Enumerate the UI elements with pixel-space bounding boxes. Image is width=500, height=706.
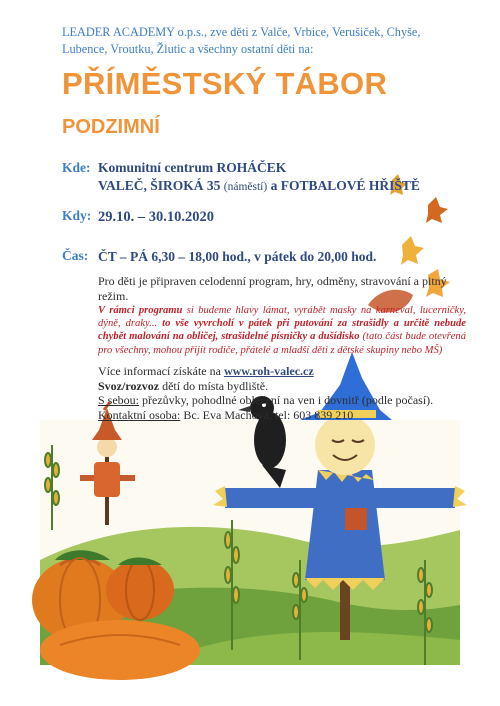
place-value [98,159,420,196]
time-value: ČT – PÁ 6,30 – 18,00 hod., v pátek do 20,00 hod. [98,249,377,264]
program-bold-a: V rámci programu [98,305,183,316]
contact-text: Bc. Eva Machová, tel: 603 839 210 [183,407,354,422]
date-label: Kdy: [62,208,92,223]
date-value: 29.10. – 30.10.2020 [98,209,214,225]
pumpkin-icon [40,620,200,680]
leaf-icon [401,236,424,265]
page-subtitle: PODZIMNÍ [62,116,160,138]
page-title: PŘÍMĚSTSKÝ TÁBOR [62,66,388,101]
place-line2-b: (náměstí) [223,181,268,193]
program-bold-b: to vše vyvrcholí v pátek při putování za strašidly a určitě nebude chybět malování na obličej, strašidelné písničky a dušídisko [98,318,466,343]
bring-label: S sebou: [98,393,140,407]
leaf-icon [426,197,448,223]
transport-label: Svoz/rozvoz [98,378,160,393]
program-text-a: si budeme hlavy lámat, vyrábět masky na karneval, lucerničky, dýně, draky... [98,305,467,330]
description: Pro děti je připraven celodenní program, hry, odměny, stravování a pitný režim. [98,274,447,303]
place-line2-c: a FOTBALOVÉ HŘIŠTĚ [270,178,420,193]
program-text [98,304,466,357]
info-block [98,364,478,422]
program-text-b: (tato část bude otevřená pro všechny, mohou přijít rodiče, přátelé a mladší děti z dětské skupiny nebo MŠ) [98,331,466,356]
time-label: Čas: [62,248,89,263]
bring-text: přezůvky, pohodlné oblečení na ven i dovnitř (podle počasí). [142,393,434,407]
website-link[interactable]: www.roh-valec.cz [223,364,314,378]
place-line1: Komunitní centrum ROHÁČEK [98,160,287,175]
place-label: Kde: [62,160,91,175]
place-line2-a: VALEČ, ŠIROKÁ 35 [98,178,221,193]
contact-label: Kontaktní osoba: [98,407,181,422]
web-label: Více informací získáte na [98,364,221,378]
transport-text: dětí do místa bydliště. [162,378,269,393]
intro-text: LEADER ACADEMY o.p.s., zve děti z Valče, Vrbice, Verušiček, Chyše, Lubence, Vroutku, Žlutic a všechny ostatní děti na: [62,25,421,56]
